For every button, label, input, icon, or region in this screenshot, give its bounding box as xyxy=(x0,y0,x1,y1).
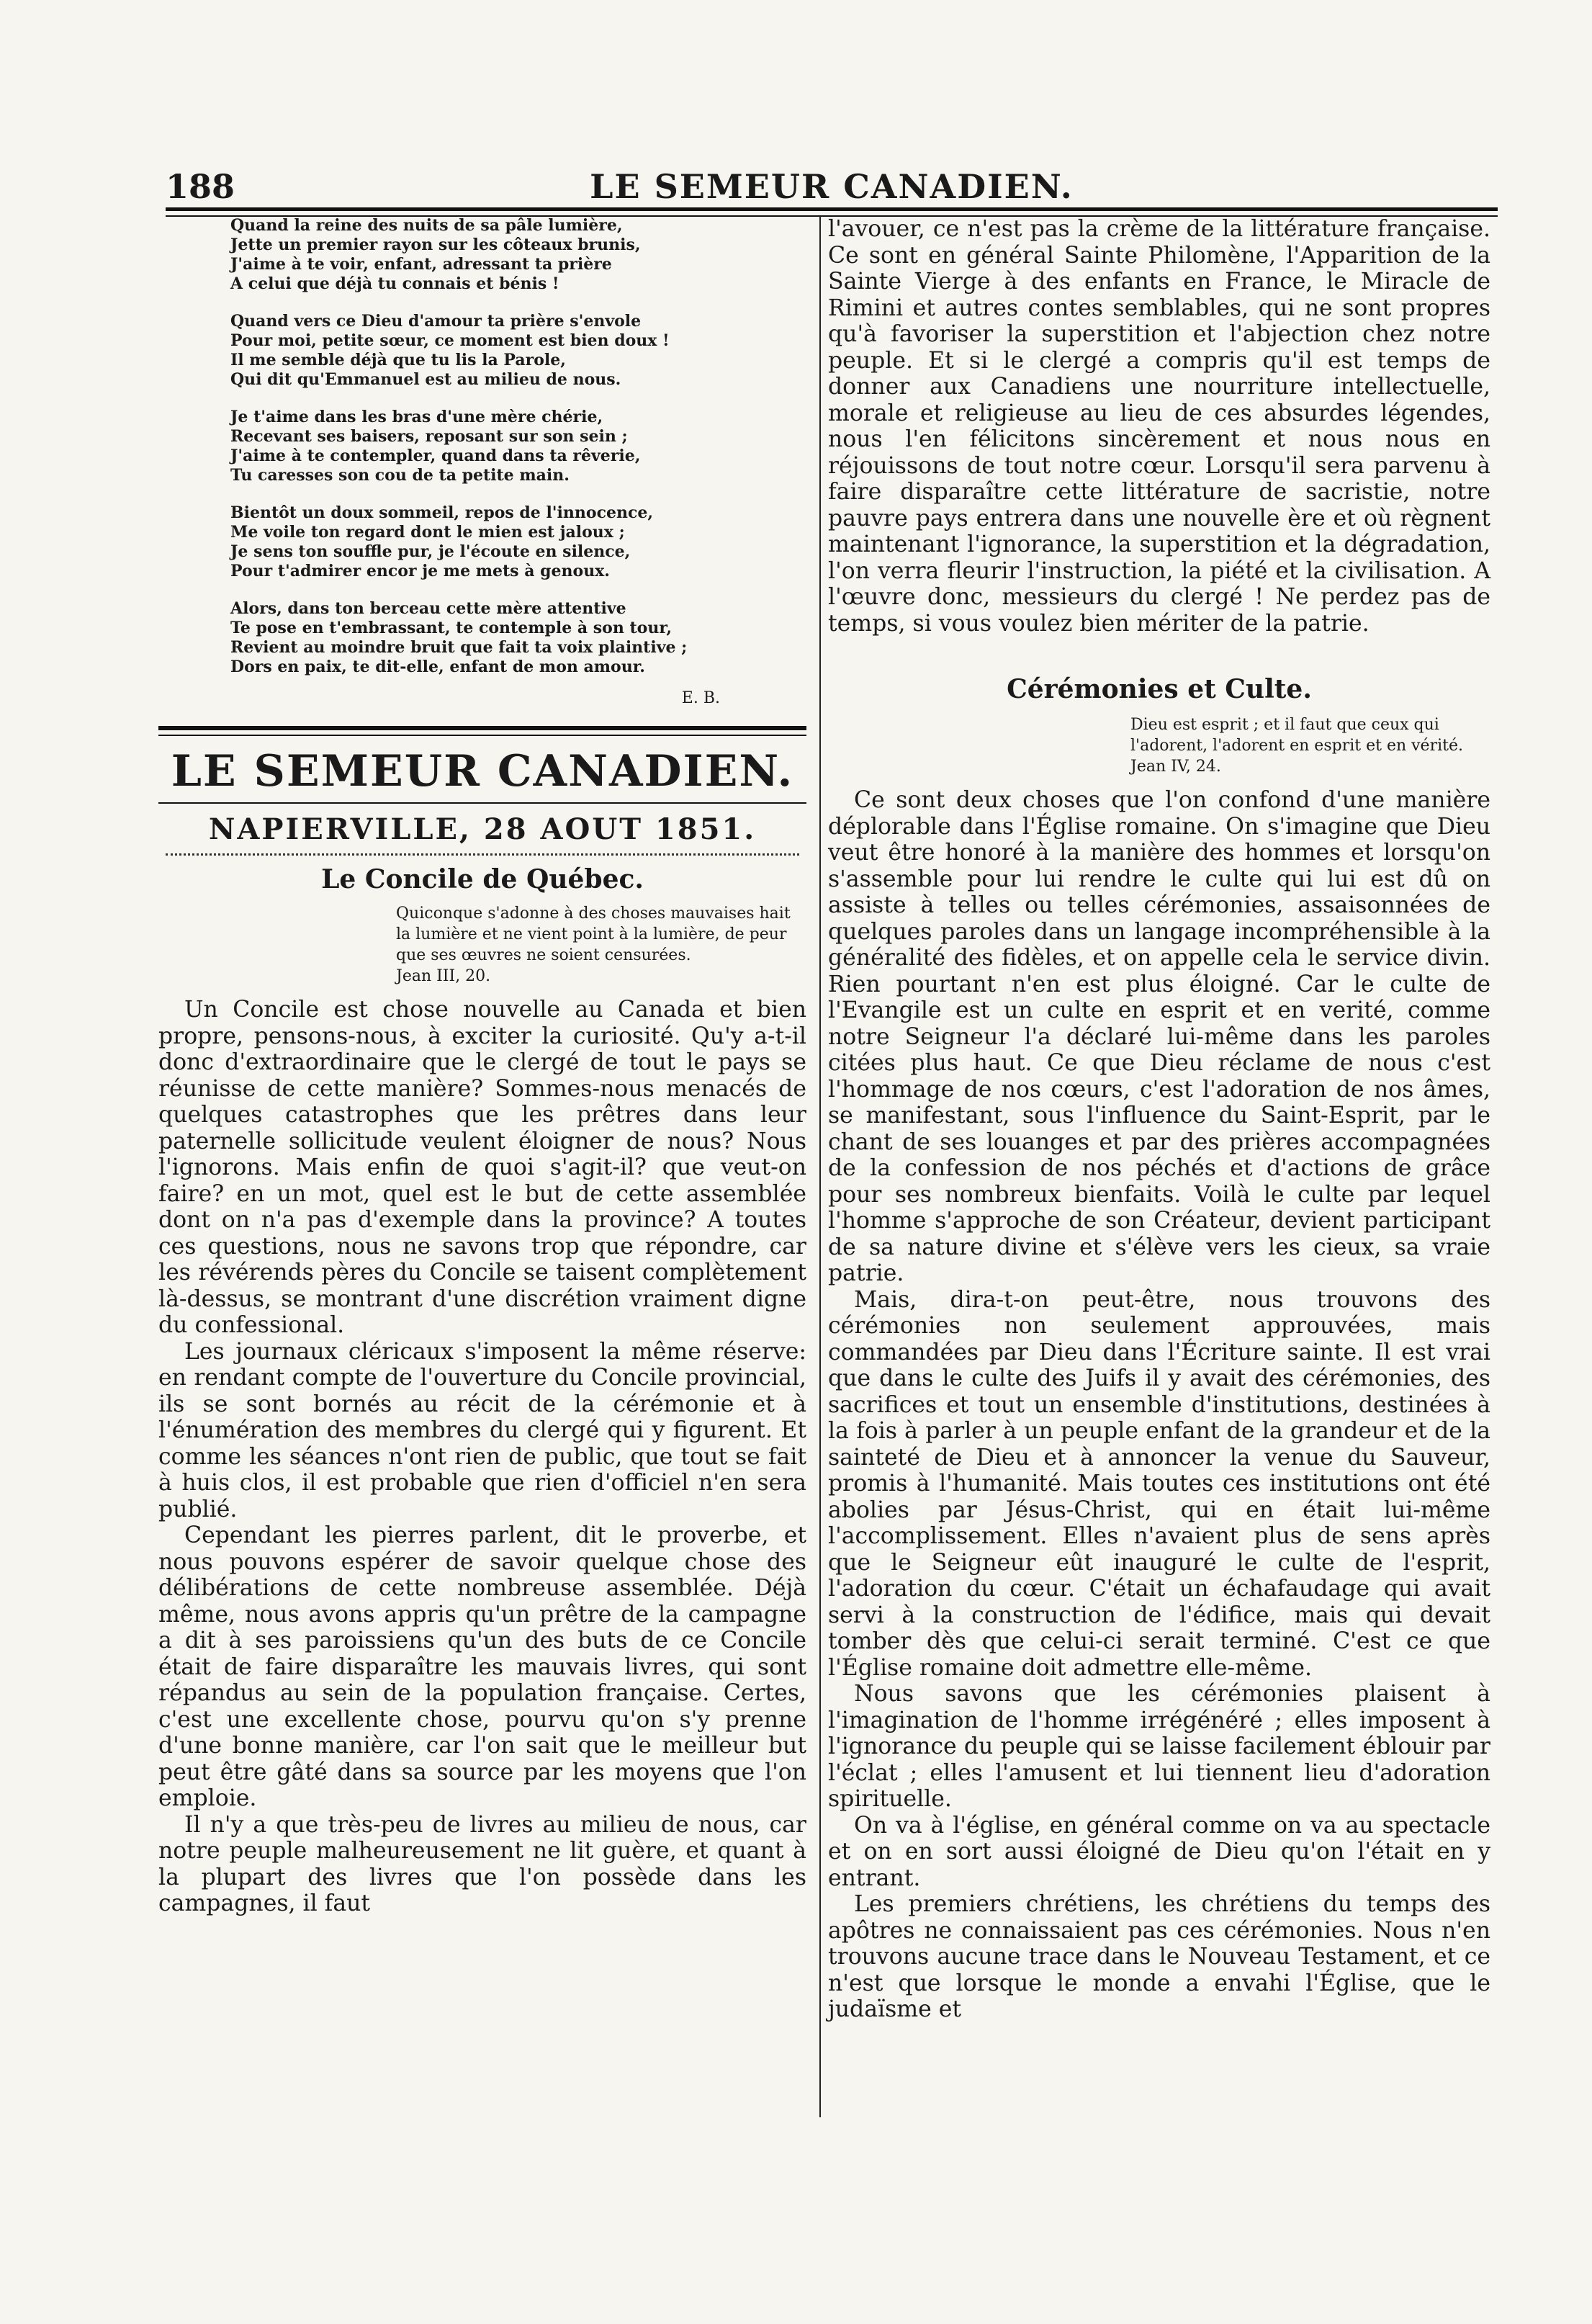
ornamental-rule xyxy=(166,853,799,856)
column-divider xyxy=(819,216,821,2117)
poem-line: Jette un premier rayon sur les côteaux brunis, xyxy=(230,235,641,254)
running-head-title: LE SEMEUR CANADIEN. xyxy=(590,167,1074,206)
dateline: NAPIERVILLE, 28 AOUT 1851. xyxy=(208,812,757,846)
masthead-rule xyxy=(158,802,806,804)
poem-stanza xyxy=(230,503,806,581)
paragraph: Mais, dira-t-on peut-être, nous trouvons des cérémonies non seulement approuvées, mais commandées par Dieu dans l'Écriture sainte. Il est vrai que dans le culte des Juifs il y avait des cérémonies, des sacrifices et tout un ensemble d'institutions, destinées à la fois à parler à un peuple enfant de la grandeur et de la sainteté de Dieu et à annoncer la venue du Sauveur, promis à l'humanité. Mais toutes ces institutions ont été abolies par Jésus-Christ, qui en était lui-même l'accomplissement. Elles n'avaient plus de sens après que le Seigneur eût inauguré le culte de l'esprit, l'adoration du cœur. C'était un échafaudage qui avait servi à la construction de l'édifice, mais qui devait tomber dès que celui-ci serait terminé. C'est ce que l'Église romaine doit admettre elle-même. xyxy=(828,1286,1490,1681)
paragraph: Cependant les pierres parlent, dit le proverbe, et nous pouvons espérer de savoir quelque chose des délibérations de cette nombreuse assemblée. Déjà même, nous avons appris qu'un prêtre de la campagne a dit à ses paroissiens qu'un des buts de ce Concile était de faire disparaître les mauvais livres, qui sont répandus au sein de la population française. Certes, c'est une excellente chose, pourvu qu'on s'y prenne d'une bonne manière, car l'on sait que le meilleur but peut être gâté dans sa source par les moyens que l'on emploie. xyxy=(158,1522,806,1811)
epigraph xyxy=(396,903,806,987)
poem-line: Me voile ton regard dont le mien est jaloux ; xyxy=(230,523,625,542)
paragraph: On va à l'église, en général comme on va au spectacle et on en sort aussi éloigné de Dieu qu'on l'était en y entrant. xyxy=(828,1812,1490,1891)
epigraph-text: Dieu est esprit ; et il faut que ceux qui l'adorent, l'adorent en esprit et en vérité. xyxy=(1130,716,1463,755)
paragraph: Nous savons que les cérémonies plaisent à l'imagination de l'homme irrégénéré ; elles imposent à l'ignorance du peuple qui se laisse facilement éblouir par l'éclat ; elles l'amusent et lui tiennent lieu d'adoration spirituelle. xyxy=(828,1681,1490,1812)
poem-line: Quand vers ce Dieu d'amour ta prière s'envole xyxy=(230,312,642,331)
epigraph-reference: Jean III, 20. xyxy=(396,967,491,985)
epigraph-text: Quiconque s'adonne à des choses mauvaises hait la lumière et ne vient point à la lumière, de peur que ses œuvres ne soient censurées. xyxy=(396,905,791,964)
paragraph: Les premiers chrétiens, les chrétiens du temps des apôtres ne connaissaient pas ces cérémonies. Nous n'en trouvons aucune trace dans le Nouveau Testament, et ce n'est que lorsque le monde a envahi l'Église, que le judaïsme et xyxy=(828,1891,1490,2022)
poem-line: J'aime à te contempler, quand dans ta rêverie, xyxy=(230,447,641,465)
running-head xyxy=(166,167,1498,206)
poem-line: J'aime à te voir, enfant, adressant ta prière xyxy=(230,255,612,274)
poem-line: Quand la reine des nuits de sa pâle lumière, xyxy=(230,216,623,235)
poem-stanza xyxy=(230,408,806,485)
left-column xyxy=(158,216,806,1917)
paragraph: Un Concile est chose nouvelle au Canada et bien propre, pensons-nous, à exciter la curiosité. Qu'y a-t-il donc d'extraordinaire que le clergé de tout le pays se réunisse de cette manière? Sommes-nous menacés de quelques catastrophes que les prêtres dans leur paternelle sollicitude veulent éloigner de nous? Nous l'ignorons. Mais enfin de quoi s'agit-il? que veut-on faire? en un mot, quel est le but de cette assemblée dont on n'a pas d'exemple dans la province? A toutes ces questions, nous ne savons trop que répondre, car les révérends pères du Concile se taisent complètement là-dessus, se montrant d'une discrétion vraiment digne du confessional. xyxy=(158,997,806,1338)
paragraph: l'avouer, ce n'est pas la crème de la littérature française. Ce sont en général Sainte Philomène, l'Apparition de la Sainte Vierge à des enfants en France, le Miracle de Rimini et autres contes semblables, qui ne sont propres qu'à favoriser la superstition et l'abjection chez notre peuple. Et si le clergé a compris qu'il est temps de donner aux Canadiens une nourriture intellectuelle, morale et religieuse au lieu de ces absurdes légendes, nous l'en félicitons sincèrement et nous nous en réjouissons de tout notre cœur. Lorsqu'il sera parvenu à faire disparaître cette littérature de sacristie, notre pauvre pays entrera dans une nouvelle ère et où règnent maintenant l'ignorance, la superstition et la dégradation, l'on verra fleurir l'instruction, la piété et la civilisation. A l'œuvre donc, messieurs du clergé ! Ne perdez pas de temps, si vous voulez bien mériter de la patrie. xyxy=(828,216,1490,637)
poem-stanza xyxy=(230,312,806,390)
poem-line: Tu caresses son cou de ta petite main. xyxy=(230,466,570,485)
poem-line: Bientôt un doux sommeil, repos de l'innocence, xyxy=(230,503,654,522)
poem-line: A celui que déjà tu connais et bénis ! xyxy=(230,274,559,293)
page-number: 188 xyxy=(166,167,235,206)
poem-line: Dors en paix, te dit-elle, enfant de mon amour. xyxy=(230,658,645,676)
article-title: Le Concile de Québec. xyxy=(321,864,644,894)
epigraph-reference: Jean IV, 24. xyxy=(1130,758,1221,776)
poem-line: Revient au moindre bruit que fait ta voix plaintive ; xyxy=(230,638,688,657)
poem-signature: E. B. xyxy=(681,689,720,707)
poem-line: Qui dit qu'Emmanuel est au milieu de nous. xyxy=(230,370,621,389)
poem-line: Pour t'admirer encor je me mets à genoux. xyxy=(230,562,610,580)
article-title: Cérémonies et Culte. xyxy=(1007,674,1312,704)
poem-line: Il me semble déjà que tu lis la Parole, xyxy=(230,351,566,369)
poem-line: Pour moi, petite sœur, ce moment est bien doux ! xyxy=(230,331,670,350)
paragraph: Il n'y a que très-peu de livres au milieu de nous, car notre peuple malheureusement ne lit guère, et quant à la plupart des livres que l'on possède dans les campagnes, il faut xyxy=(158,1811,806,1916)
masthead-rule xyxy=(158,726,806,736)
poem-line: Je t'aime dans les bras d'une mère chérie, xyxy=(230,408,603,426)
paragraph: Ce sont deux choses que l'on confond d'une manière déplorable dans l'Église romaine. On s'imagine que Dieu veut être honoré à la manière des hommes et lorsqu'on s'assemble pour lui rendre le culte qui lui est dû on assiste à telles ou telles cérémonies, assaisonnées de quelques paroles dans un langage incompréhensible à la généralité des fidèles, et on appelle cela le service divin. Rien pourtant n'en est plus éloigné. Car le culte de l'Evangile est un culte en esprit et en verité, comme notre Seigneur l'a déclaré lui-même dans les paroles citées plus haut. Ce que Dieu réclame de nous c'est l'hommage de nos cœurs, c'est l'adoration de nos âmes, se manifestant, sous l'influence du Saint-Esprit, par le chant de ses louanges et par des prières accompagnées de la confession de nos péchés et d'actions de grâce pour ses nombreux bienfaits. Voilà le culte par lequel l'homme s'approche de son Créateur, devient participant de sa nature divine et s'élève vers les cieux, sa vraie patrie. xyxy=(828,787,1490,1286)
poem-line: Je sens ton souffle pur, je l'écoute en silence, xyxy=(230,542,631,561)
poem-stanza xyxy=(230,216,806,294)
poem-line: Te pose en t'embrassant, te contemple à son tour, xyxy=(230,619,672,637)
poem-line: Recevant ses baisers, reposant sur son sein ; xyxy=(230,427,628,446)
masthead: LE SEMEUR CANADIEN. xyxy=(171,746,794,797)
paragraph: Les journaux cléricaux s'imposent la même réserve: en rendant compte de l'ouverture du Concile provincial, ils se sont bornés au récit de la cérémonie et à l'énumération des membres du clergé qui y figurent. Et comme les séances n'ont rien de public, que tout se fait à huis clos, il est probable que rien d'officiel n'en sera publié. xyxy=(158,1338,806,1522)
poem xyxy=(158,216,806,677)
epigraph xyxy=(1130,714,1490,777)
right-column xyxy=(828,216,1490,2023)
poem-stanza xyxy=(230,599,806,677)
poem-line: Alors, dans ton berceau cette mère attentive xyxy=(230,599,626,618)
